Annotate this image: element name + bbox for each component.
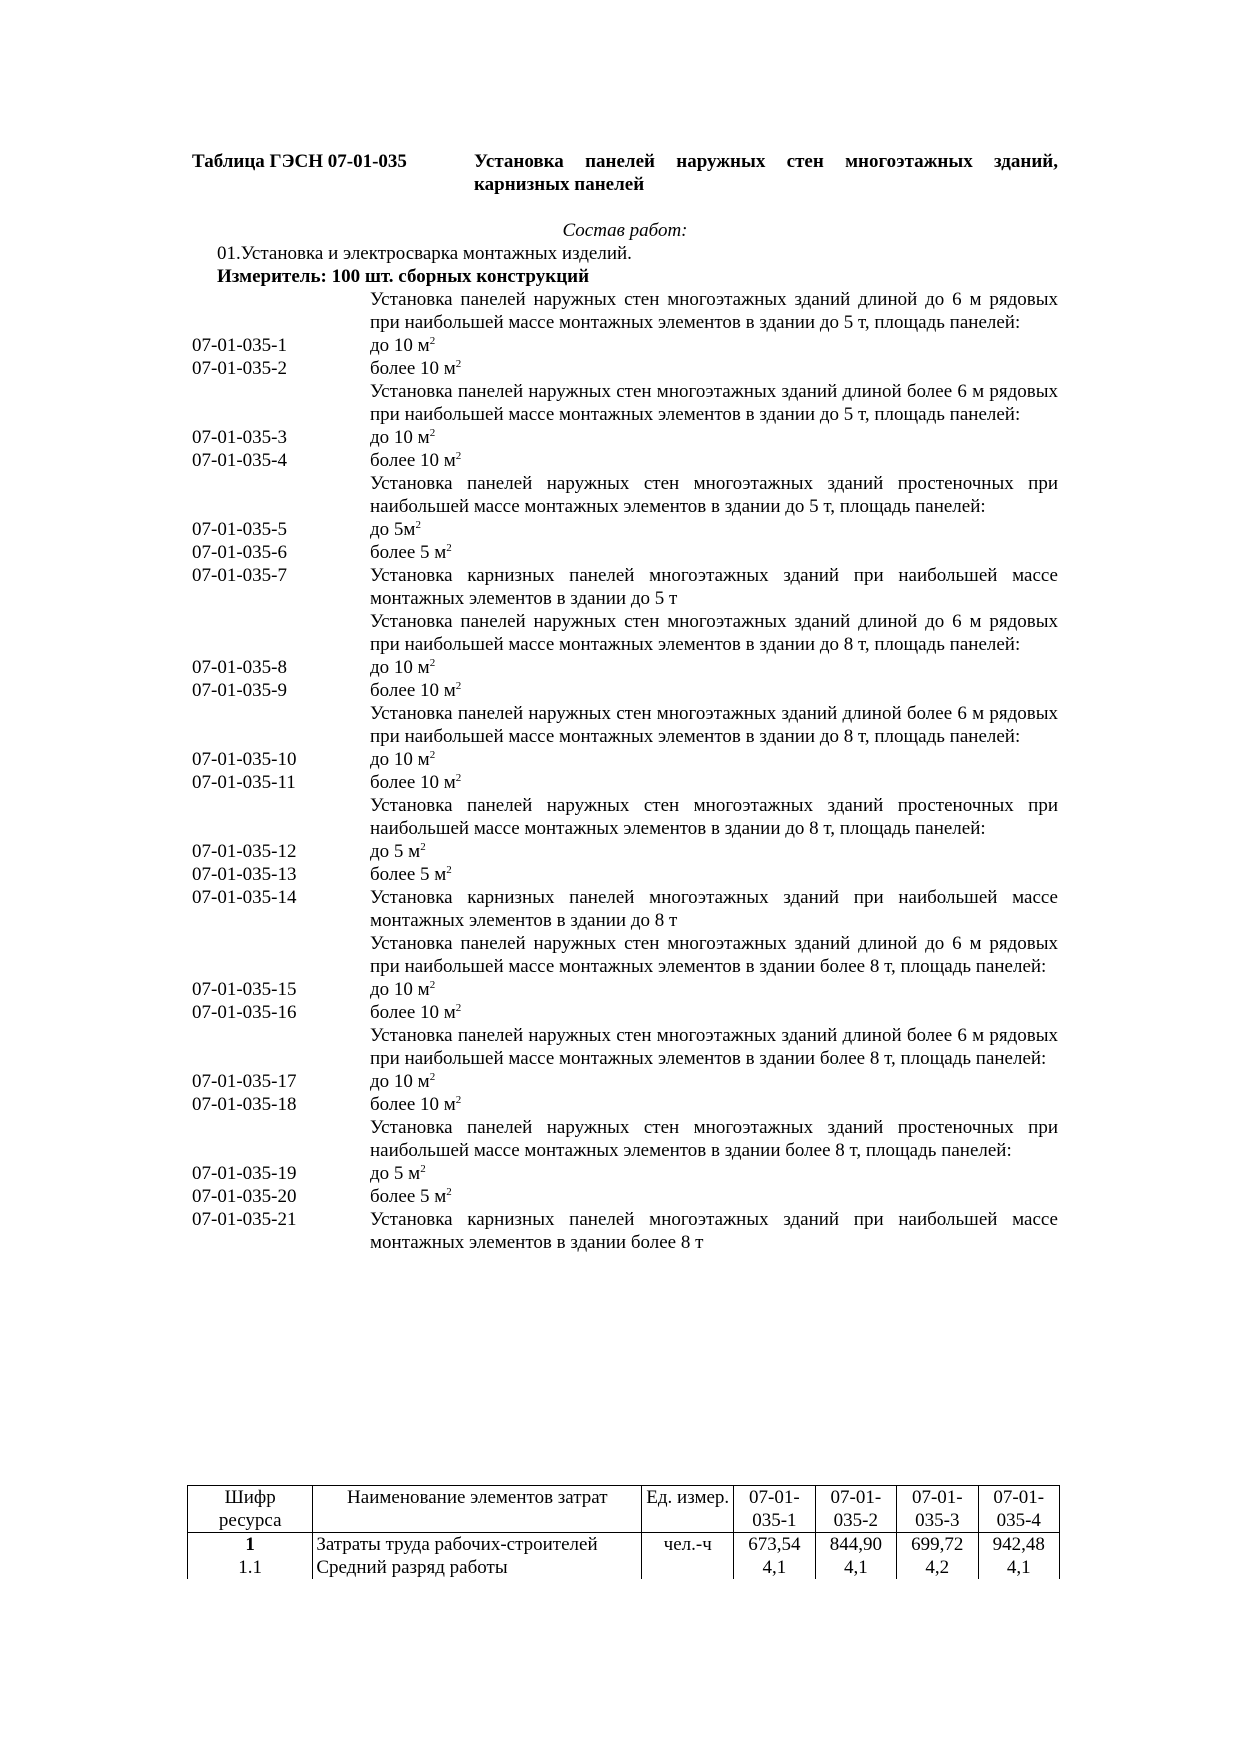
unit-superscript: 2	[415, 519, 421, 531]
norm-description	[370, 380, 1058, 426]
norm-row	[192, 426, 1058, 449]
norm-code	[192, 702, 370, 748]
unit-cell: чел.-ч	[642, 1533, 734, 1557]
value-cell: 4,1	[815, 1556, 896, 1579]
unit-superscript: 2	[429, 657, 436, 669]
norm-row	[192, 679, 1058, 702]
norm-row	[192, 932, 1058, 978]
norm-row	[192, 1093, 1058, 1116]
table-row	[188, 1556, 1060, 1579]
unit-superscript: 2	[446, 1186, 452, 1198]
norm-description	[370, 610, 1058, 656]
unit-superscript: 2	[420, 841, 426, 853]
norm-row	[192, 1116, 1058, 1162]
norm-description	[370, 449, 1058, 472]
norm-code	[192, 472, 370, 518]
norm-row	[192, 449, 1058, 472]
norm-row	[192, 1024, 1058, 1070]
norm-description-text: Установка панелей наружных стен многоэтажных зданий простеночных при наибольшей массе монтажных элементов в здании более 8 т, площадь панелей:	[370, 1117, 1058, 1161]
norm-code: 07-01-035-7	[192, 565, 287, 586]
norm-row	[192, 357, 1058, 380]
unit-superscript: 2	[446, 542, 452, 554]
norm-description-text: до 10 м	[370, 427, 430, 448]
norm-code: 07-01-035-9	[192, 680, 287, 701]
table-title: Установка панелей наружных стен многоэтажных зданий, карнизных панелей	[474, 151, 1058, 195]
norm-description	[370, 863, 1058, 886]
norm-description-text: Установка панелей наружных стен многоэтажных зданий длиной до 6 м рядовых при наибольшей массе монтажных элементов в здании более 8 т, площадь панелей:	[370, 933, 1058, 977]
norm-code: 07-01-035-13	[192, 864, 297, 885]
norm-description-text: до 10 м	[370, 657, 430, 678]
unit-superscript: 2	[455, 680, 462, 692]
norm-row	[192, 1001, 1058, 1024]
norm-code	[192, 1116, 370, 1162]
norm-code	[192, 380, 370, 426]
cost-element-name: Затраты труда рабочих-строителей	[313, 1533, 642, 1557]
norm-description	[370, 518, 1058, 541]
norm-row	[192, 702, 1058, 748]
value-cell: 673,54	[734, 1533, 815, 1557]
value-cell: 4,2	[897, 1556, 978, 1579]
norm-description	[370, 794, 1058, 840]
norm-list	[192, 288, 1058, 1254]
norm-description-text: Установка карнизных панелей многоэтажных зданий при наибольшей массе монтажных элементов в здании до 5 т	[370, 565, 1058, 609]
norm-code: 07-01-035-10	[192, 749, 297, 770]
value-cell: 942,48	[978, 1533, 1059, 1557]
norm-description-text: до 10 м	[370, 749, 430, 770]
header-column: 07-01-035-3	[897, 1486, 978, 1533]
table-header-row	[188, 1486, 1060, 1533]
unit-superscript: 2	[429, 335, 436, 347]
norm-row	[192, 288, 1058, 334]
norm-description-text: до 10 м	[370, 335, 430, 356]
header-column: 07-01-035-2	[815, 1486, 896, 1533]
norm-description-text: Установка панелей наружных стен многоэтажных зданий простеночных при наибольшей массе монтажных элементов в здании до 5 т, площадь панелей:	[370, 473, 1058, 517]
norm-code: 07-01-035-18	[192, 1094, 297, 1115]
norm-description	[370, 771, 1058, 794]
norm-code	[192, 932, 370, 978]
norm-code: 07-01-035-15	[192, 979, 297, 1000]
norm-code	[192, 610, 370, 656]
norm-description-text: более 5 м	[370, 1186, 447, 1207]
norm-description	[370, 426, 1058, 449]
unit-superscript: 2	[455, 1094, 462, 1106]
norm-description-text: более 10 м	[370, 1002, 456, 1023]
header-resource-code: Шифр ресурса	[188, 1486, 313, 1533]
norm-description-text: Установка панелей наружных стен многоэтажных зданий длиной более 6 м рядовых при наибольшей массе монтажных элементов в здании более 8 т, площадь панелей:	[370, 1025, 1058, 1069]
norm-row	[192, 1162, 1058, 1185]
norm-description-text: до 5м	[370, 519, 416, 540]
unit-superscript: 2	[429, 1071, 436, 1083]
norm-description	[370, 1162, 1058, 1185]
norm-code: 07-01-035-3	[192, 427, 287, 448]
table-code: Таблица ГЭСН 07-01-035	[192, 151, 407, 172]
norm-description	[370, 679, 1058, 702]
norm-row	[192, 564, 1058, 610]
composition-label: Состав работ:	[562, 220, 688, 241]
norm-description	[370, 656, 1058, 679]
norm-description-text: более 5 м	[370, 542, 447, 563]
norm-row	[192, 1208, 1058, 1254]
header-cost-element: Наименование элементов затрат	[313, 1486, 642, 1533]
unit-superscript: 2	[455, 450, 462, 462]
value-cell: 699,72	[897, 1533, 978, 1557]
norm-description-text: более 10 м	[370, 450, 456, 471]
norm-row	[192, 610, 1058, 656]
norm-code: 07-01-035-1	[192, 335, 287, 356]
norm-code: 07-01-035-20	[192, 1186, 297, 1207]
norm-description	[370, 541, 1058, 564]
norm-description	[370, 1001, 1058, 1024]
norm-description	[370, 702, 1058, 748]
work-item: 01.Установка и электросварка монтажных изделий.	[217, 243, 632, 264]
norm-code: 07-01-035-5	[192, 519, 287, 540]
unit-superscript: 2	[429, 749, 436, 761]
norm-description	[370, 564, 1058, 610]
norm-code	[192, 794, 370, 840]
measurement-unit: Измеритель: 100 шт. сборных конструкций	[217, 266, 590, 287]
value-cell: 4,1	[734, 1556, 815, 1579]
norm-description	[370, 1070, 1058, 1093]
table-row	[188, 1533, 1060, 1557]
norm-row	[192, 748, 1058, 771]
norm-description	[370, 472, 1058, 518]
norm-description-text: Установка карнизных панелей многоэтажных зданий при наибольшей массе монтажных элементов в здании более 8 т	[370, 1209, 1058, 1253]
norm-row	[192, 334, 1058, 357]
norm-row	[192, 1070, 1058, 1093]
norm-description-text: Установка карнизных панелей многоэтажных зданий при наибольшей массе монтажных элементов в здании до 8 т	[370, 887, 1058, 931]
norm-description-text: до 5 м	[370, 841, 421, 862]
header-column: 07-01-035-4	[978, 1486, 1059, 1533]
norm-description-text: Установка панелей наружных стен многоэтажных зданий длиной более 6 м рядовых при наибольшей массе монтажных элементов в здании до 5 т, площадь панелей:	[370, 381, 1058, 425]
norm-description	[370, 1208, 1058, 1254]
norm-row	[192, 978, 1058, 1001]
norm-row	[192, 541, 1058, 564]
norm-code	[192, 288, 370, 334]
unit-superscript: 2	[446, 864, 452, 876]
norm-row	[192, 771, 1058, 794]
norm-description	[370, 288, 1058, 334]
norm-code: 07-01-035-17	[192, 1071, 297, 1092]
cost-table	[187, 1485, 1060, 1579]
norm-description	[370, 978, 1058, 1001]
norm-description-text: более 10 м	[370, 772, 456, 793]
unit-superscript: 2	[420, 1163, 426, 1175]
norm-row	[192, 886, 1058, 932]
norm-description-text: Установка панелей наружных стен многоэтажных зданий длиной до 6 м рядовых при наибольшей массе монтажных элементов в здании до 8 т, площадь панелей:	[370, 611, 1058, 655]
header-column: 07-01-035-1	[734, 1486, 815, 1533]
norm-code: 07-01-035-14	[192, 887, 297, 908]
norm-row	[192, 794, 1058, 840]
unit-superscript: 2	[455, 1002, 462, 1014]
norm-description	[370, 1185, 1058, 1208]
norm-row	[192, 840, 1058, 863]
cost-element-name: Средний разряд работы	[313, 1556, 642, 1579]
norm-row	[192, 380, 1058, 426]
norm-code: 07-01-035-19	[192, 1163, 297, 1184]
norm-row	[192, 863, 1058, 886]
norm-row	[192, 518, 1058, 541]
resource-code: 1.1	[188, 1556, 313, 1579]
norm-code	[192, 1024, 370, 1070]
norm-row	[192, 472, 1058, 518]
value-cell: 844,90	[815, 1533, 896, 1557]
norm-description	[370, 840, 1058, 863]
norm-description	[370, 357, 1058, 380]
resource-code: 1	[188, 1533, 313, 1557]
norm-code: 07-01-035-2	[192, 358, 287, 379]
norm-description-text: Установка панелей наружных стен многоэтажных зданий длиной до 6 м рядовых при наибольшей массе монтажных элементов в здании до 5 т, площадь панелей:	[370, 289, 1058, 333]
norm-code: 07-01-035-16	[192, 1002, 297, 1023]
header-unit: Ед. измер.	[642, 1486, 734, 1533]
norm-row	[192, 1185, 1058, 1208]
norm-description-text: до 10 м	[370, 979, 430, 1000]
norm-row	[192, 656, 1058, 679]
unit-superscript: 2	[455, 772, 462, 784]
norm-description-text: Установка панелей наружных стен многоэтажных зданий длиной более 6 м рядовых при наибольшей массе монтажных элементов в здании до 8 т, площадь панелей:	[370, 703, 1058, 747]
norm-description-text: более 10 м	[370, 680, 456, 701]
norm-description-text: более 10 м	[370, 358, 456, 379]
norm-description	[370, 334, 1058, 357]
norm-description	[370, 1024, 1058, 1070]
norm-description	[370, 932, 1058, 978]
unit-superscript: 2	[429, 427, 436, 439]
norm-description-text: более 10 м	[370, 1094, 456, 1115]
norm-description-text: Установка панелей наружных стен многоэтажных зданий простеночных при наибольшей массе монтажных элементов в здании до 8 т, площадь панелей:	[370, 795, 1058, 839]
norm-description-text: более 5 м	[370, 864, 447, 885]
norm-code: 07-01-035-21	[192, 1209, 297, 1230]
norm-description	[370, 748, 1058, 771]
norm-description-text: до 10 м	[370, 1071, 430, 1092]
unit-superscript: 2	[455, 358, 462, 370]
unit-superscript: 2	[429, 979, 436, 991]
unit-cell	[642, 1556, 734, 1579]
norm-code: 07-01-035-12	[192, 841, 297, 862]
norm-description	[370, 886, 1058, 932]
norm-description-text: до 5 м	[370, 1163, 421, 1184]
norm-code: 07-01-035-11	[192, 772, 296, 793]
norm-description	[370, 1116, 1058, 1162]
norm-code: 07-01-035-8	[192, 657, 287, 678]
norm-code: 07-01-035-4	[192, 450, 287, 471]
norm-code: 07-01-035-6	[192, 542, 287, 563]
norm-description	[370, 1093, 1058, 1116]
value-cell: 4,1	[978, 1556, 1059, 1579]
